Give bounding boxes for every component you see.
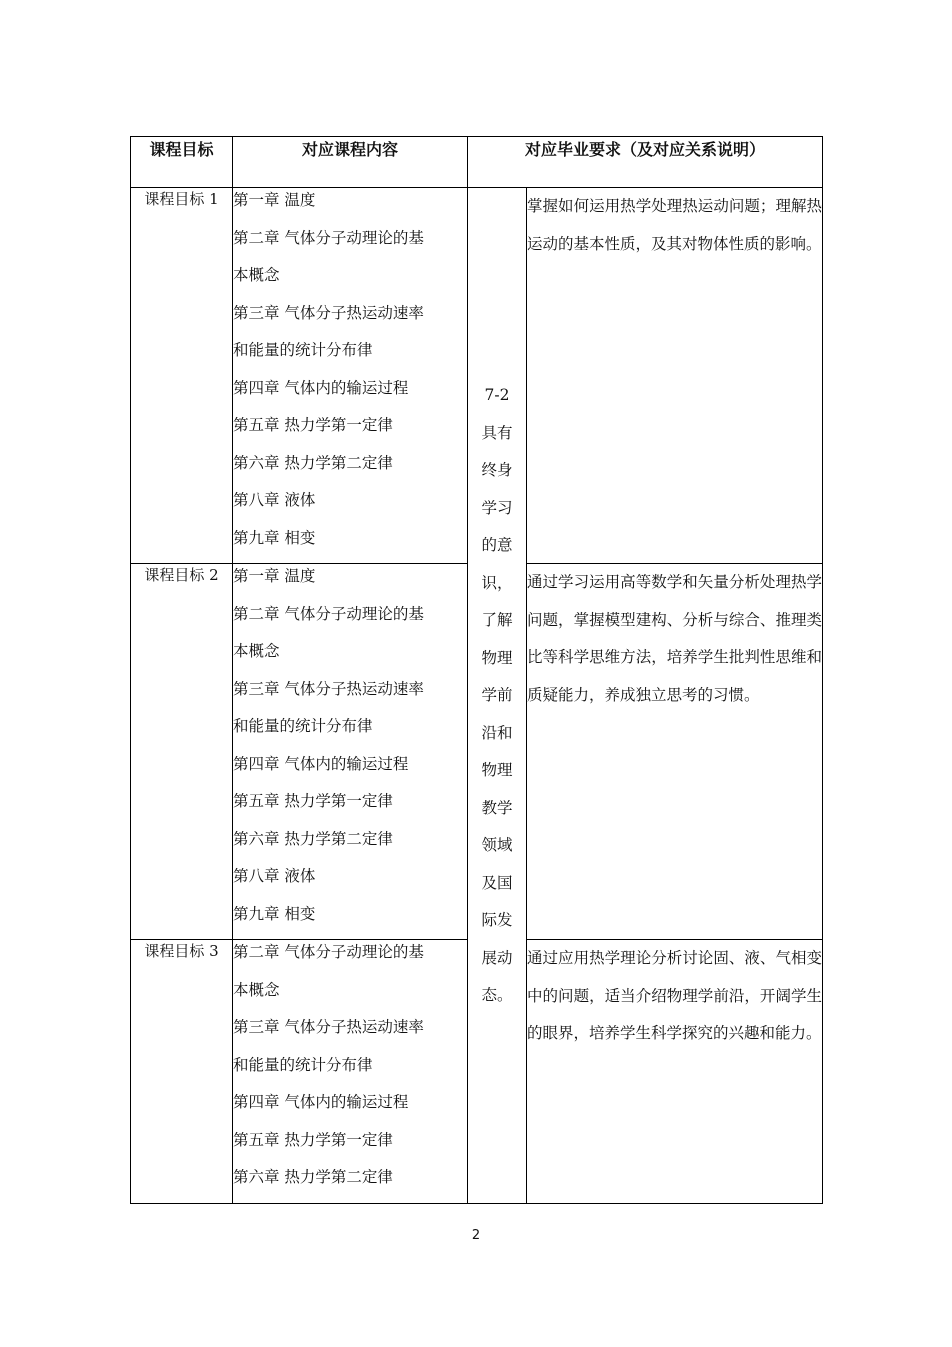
requirement-line: 的意 <box>481 536 513 554</box>
relation-explanation <box>527 940 823 1204</box>
content-line: 第二章 气体分子动理论的基 <box>233 943 424 961</box>
goal-content <box>233 564 468 940</box>
requirement-line: 终身 <box>481 461 513 479</box>
content-line: 第二章 气体分子动理论的基 <box>233 604 424 623</box>
requirement-line: 及国 <box>481 873 513 892</box>
content-line: 和能量的统计分布律 <box>233 341 373 359</box>
content-line: 第八章 液体 <box>233 867 316 885</box>
goal-content <box>233 940 468 1204</box>
requirement-line: 了解 <box>481 611 513 629</box>
requirement-line: 具有 <box>481 423 513 442</box>
content-line: 第一章 温度 <box>233 567 316 585</box>
content-line: 第三章 气体分子热运动速率 <box>233 679 424 698</box>
header-graduation-requirement: 对应毕业要求（及对应关系说明） <box>468 137 823 188</box>
requirement-line: 学前 <box>481 686 513 704</box>
content-line: 第五章 热力学第一定律 <box>233 416 393 434</box>
goal-content <box>233 188 468 564</box>
requirement-line: 教学 <box>481 798 513 817</box>
content-line: 本概念 <box>233 266 280 284</box>
graduation-requirement <box>468 188 527 1204</box>
content-line: 和能量的统计分布律 <box>233 1055 373 1074</box>
goal-name: 课程目标 3 <box>131 940 233 1204</box>
relation-explanation <box>527 564 823 940</box>
header-course-goal: 课程目标 <box>131 137 233 188</box>
content-line: 第四章 气体内的输运过程 <box>233 1093 409 1111</box>
requirement-line: 态。 <box>481 986 513 1004</box>
content-line: 第五章 热力学第一定律 <box>233 792 393 810</box>
requirement-line: 物理 <box>481 648 513 667</box>
content-line: 第五章 热力学第一定律 <box>233 1130 393 1149</box>
requirement-line: 学习 <box>481 498 513 517</box>
content-line: 本概念 <box>233 642 280 660</box>
content-line: 第一章 温度 <box>233 191 316 209</box>
content-line: 第二章 气体分子动理论的基 <box>233 228 424 247</box>
requirement-line: 展动 <box>481 948 513 967</box>
requirement-line: 领域 <box>481 836 513 854</box>
requirement-line: 7-2 <box>484 386 510 404</box>
content-line: 第九章 相变 <box>233 904 316 923</box>
content-line: 和能量的统计分布律 <box>233 717 373 735</box>
explanation-text: 掌握如何运用热学处理热运动问题；理解热运动的基本性质，及其对物体性质的影响。 <box>527 197 823 253</box>
requirement-line: 物理 <box>481 761 513 779</box>
content-line: 第六章 热力学第二定律 <box>233 829 393 848</box>
header-course-content: 对应课程内容 <box>233 137 468 188</box>
explanation-text: 通过应用热学理论分析讨论固、液、气相变中的问题，适当介绍物理学前沿，开阔学生的眼界，培养学生科学探究的兴趣和能力。 <box>527 949 823 1042</box>
table-row <box>131 188 823 564</box>
page-number: 2 <box>471 1228 481 1243</box>
content-line: 第三章 气体分子热运动速率 <box>233 1018 424 1036</box>
explanation-text: 通过学习运用高等数学和矢量分析处理热学问题，掌握模型建构、分析与综合、推理类比等科学思维方法，培养学生批判性思维和质疑能力，养成独立思考的习惯。 <box>527 573 823 704</box>
relation-explanation <box>527 188 823 564</box>
requirement-line: 际发 <box>481 911 513 929</box>
table-header-row <box>131 137 823 188</box>
content-line: 第三章 气体分子热运动速率 <box>233 303 424 322</box>
content-line: 第六章 热力学第二定律 <box>233 453 393 472</box>
requirement-line: 沿和 <box>481 723 513 742</box>
content-line: 第四章 气体内的输运过程 <box>233 754 409 773</box>
course-goals-table <box>130 136 823 1204</box>
content-line: 第六章 热力学第二定律 <box>233 1168 393 1186</box>
content-line: 第八章 液体 <box>233 491 316 509</box>
content-line: 本概念 <box>233 980 280 999</box>
requirement-line: 识， <box>481 573 513 592</box>
content-line: 第四章 气体内的输运过程 <box>233 378 409 397</box>
goal-name: 课程目标 2 <box>131 564 233 940</box>
content-line: 第九章 相变 <box>233 528 316 547</box>
goal-name: 课程目标 1 <box>131 188 233 564</box>
